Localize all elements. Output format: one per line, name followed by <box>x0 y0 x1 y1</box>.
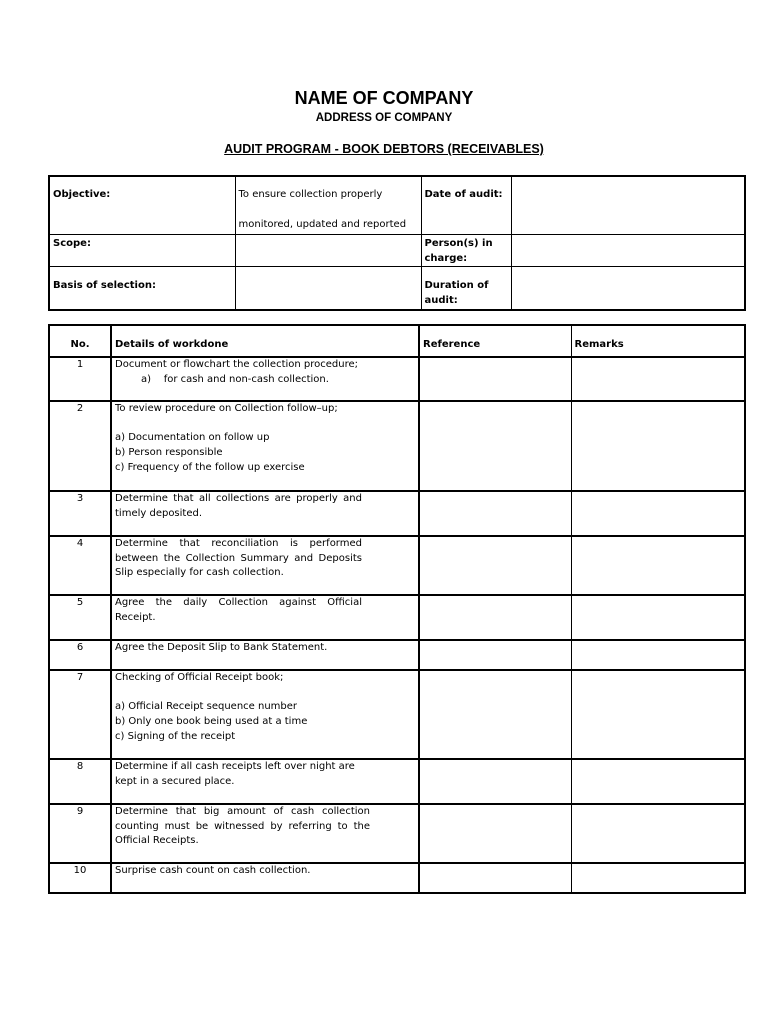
row-number: 3 <box>49 491 111 536</box>
duration-of-audit-label: Duration of audit: <box>421 266 511 310</box>
objective-row <box>49 176 745 234</box>
detail-subitem: a) for cash and non-cash collection. <box>141 373 329 385</box>
row-number: 5 <box>49 595 111 640</box>
table-header-row <box>49 325 745 357</box>
row-reference <box>419 357 571 401</box>
detail-line: b) Only one book being used at a time <box>115 716 308 728</box>
detail-line: a) Official Receipt sequence number <box>115 701 298 713</box>
header-reference: Reference <box>419 325 571 357</box>
row-details: Determine that reconciliation is performed between the Collection Summary and Deposits Slip especially for cash collection. <box>111 536 419 595</box>
row-number: 2 <box>49 401 111 491</box>
row-remarks <box>571 670 745 759</box>
row-reference <box>419 640 571 670</box>
detail-line: c) Frequency of the follow up exercise <box>115 461 305 473</box>
row-remarks <box>571 357 745 401</box>
table-row <box>49 491 745 536</box>
row-remarks <box>571 401 745 491</box>
basis-of-selection-value <box>235 266 421 310</box>
row-details: Determine that big amount of cash collection counting must be witnessed by referring to the Official Receipts. <box>111 804 419 863</box>
row-reference <box>419 595 571 640</box>
audit-program-table <box>48 324 746 894</box>
table-row <box>49 640 745 670</box>
row-remarks <box>571 804 745 863</box>
row-reference <box>419 491 571 536</box>
table-row <box>49 401 745 491</box>
detail-line: To review procedure on Collection follow–up; <box>115 403 338 414</box>
header-no: No. <box>49 325 111 357</box>
detail-line <box>115 417 362 432</box>
detail-line: Document or flowchart the collection procedure; <box>115 359 359 370</box>
row-reference <box>419 804 571 863</box>
objective-line-1: To ensure collection properly <box>238 189 383 200</box>
row-remarks <box>571 595 745 640</box>
objective-label: Objective: <box>49 176 235 234</box>
row-details <box>111 401 419 491</box>
detail-line: c) Signing of the receipt <box>115 730 236 742</box>
row-remarks <box>571 536 745 595</box>
row-reference <box>419 863 571 893</box>
row-details: Agree the Deposit Slip to Bank Statement. <box>111 640 419 670</box>
scope-value <box>235 234 421 266</box>
table-row <box>49 536 745 595</box>
date-of-audit-label: Date of audit: <box>421 176 511 234</box>
company-address: ADDRESS OF COMPANY <box>315 112 453 124</box>
detail-line: Checking of Official Receipt book; <box>115 672 284 683</box>
audit-info-table <box>48 175 746 311</box>
row-number: 9 <box>49 804 111 863</box>
basis-row <box>49 266 745 310</box>
table-row <box>49 357 745 401</box>
row-number: 4 <box>49 536 111 595</box>
scope-row <box>49 234 745 266</box>
row-details <box>111 357 419 401</box>
duration-of-audit-value <box>511 266 745 310</box>
objective-line-2: monitored, updated and reported <box>238 219 407 230</box>
row-remarks <box>571 863 745 893</box>
table-row <box>49 863 745 893</box>
row-reference <box>419 536 571 595</box>
row-details: Determine that all collections are properly and timely deposited. <box>111 491 419 536</box>
row-remarks <box>571 759 745 804</box>
row-number: 7 <box>49 670 111 759</box>
detail-line: b) Person responsible <box>115 447 223 459</box>
scope-label: Scope: <box>49 234 235 266</box>
detail-line: Determine if all cash receipts left over night are <box>115 761 355 772</box>
header-details: Details of workdone <box>111 325 419 357</box>
row-number: 8 <box>49 759 111 804</box>
row-number: 10 <box>49 863 111 893</box>
company-name: NAME OF COMPANY <box>294 88 474 108</box>
row-details: Surprise cash count on cash collection. <box>111 863 419 893</box>
table-row <box>49 595 745 640</box>
table-row <box>49 670 745 759</box>
detail-line <box>115 686 362 701</box>
row-remarks <box>571 491 745 536</box>
detail-line: kept in a secured place. <box>115 775 235 787</box>
row-number: 6 <box>49 640 111 670</box>
table-row <box>49 759 745 804</box>
header-remarks: Remarks <box>571 325 745 357</box>
row-reference <box>419 401 571 491</box>
row-details <box>111 670 419 759</box>
program-title: AUDIT PROGRAM - BOOK DEBTORS (RECEIVABLES) <box>224 142 544 156</box>
row-remarks <box>571 640 745 670</box>
persons-in-charge-value <box>511 234 745 266</box>
table-row <box>49 804 745 863</box>
row-reference <box>419 670 571 759</box>
date-of-audit-value <box>511 176 745 234</box>
row-details: Agree the daily Collection against Official Receipt. <box>111 595 419 640</box>
objective-value <box>235 176 421 234</box>
detail-line: a) Documentation on follow up <box>115 432 270 444</box>
row-details <box>111 759 419 804</box>
row-number: 1 <box>49 357 111 401</box>
row-reference <box>419 759 571 804</box>
basis-of-selection-label: Basis of selection: <box>49 266 235 310</box>
persons-in-charge-label: Person(s) in charge: <box>421 234 511 266</box>
